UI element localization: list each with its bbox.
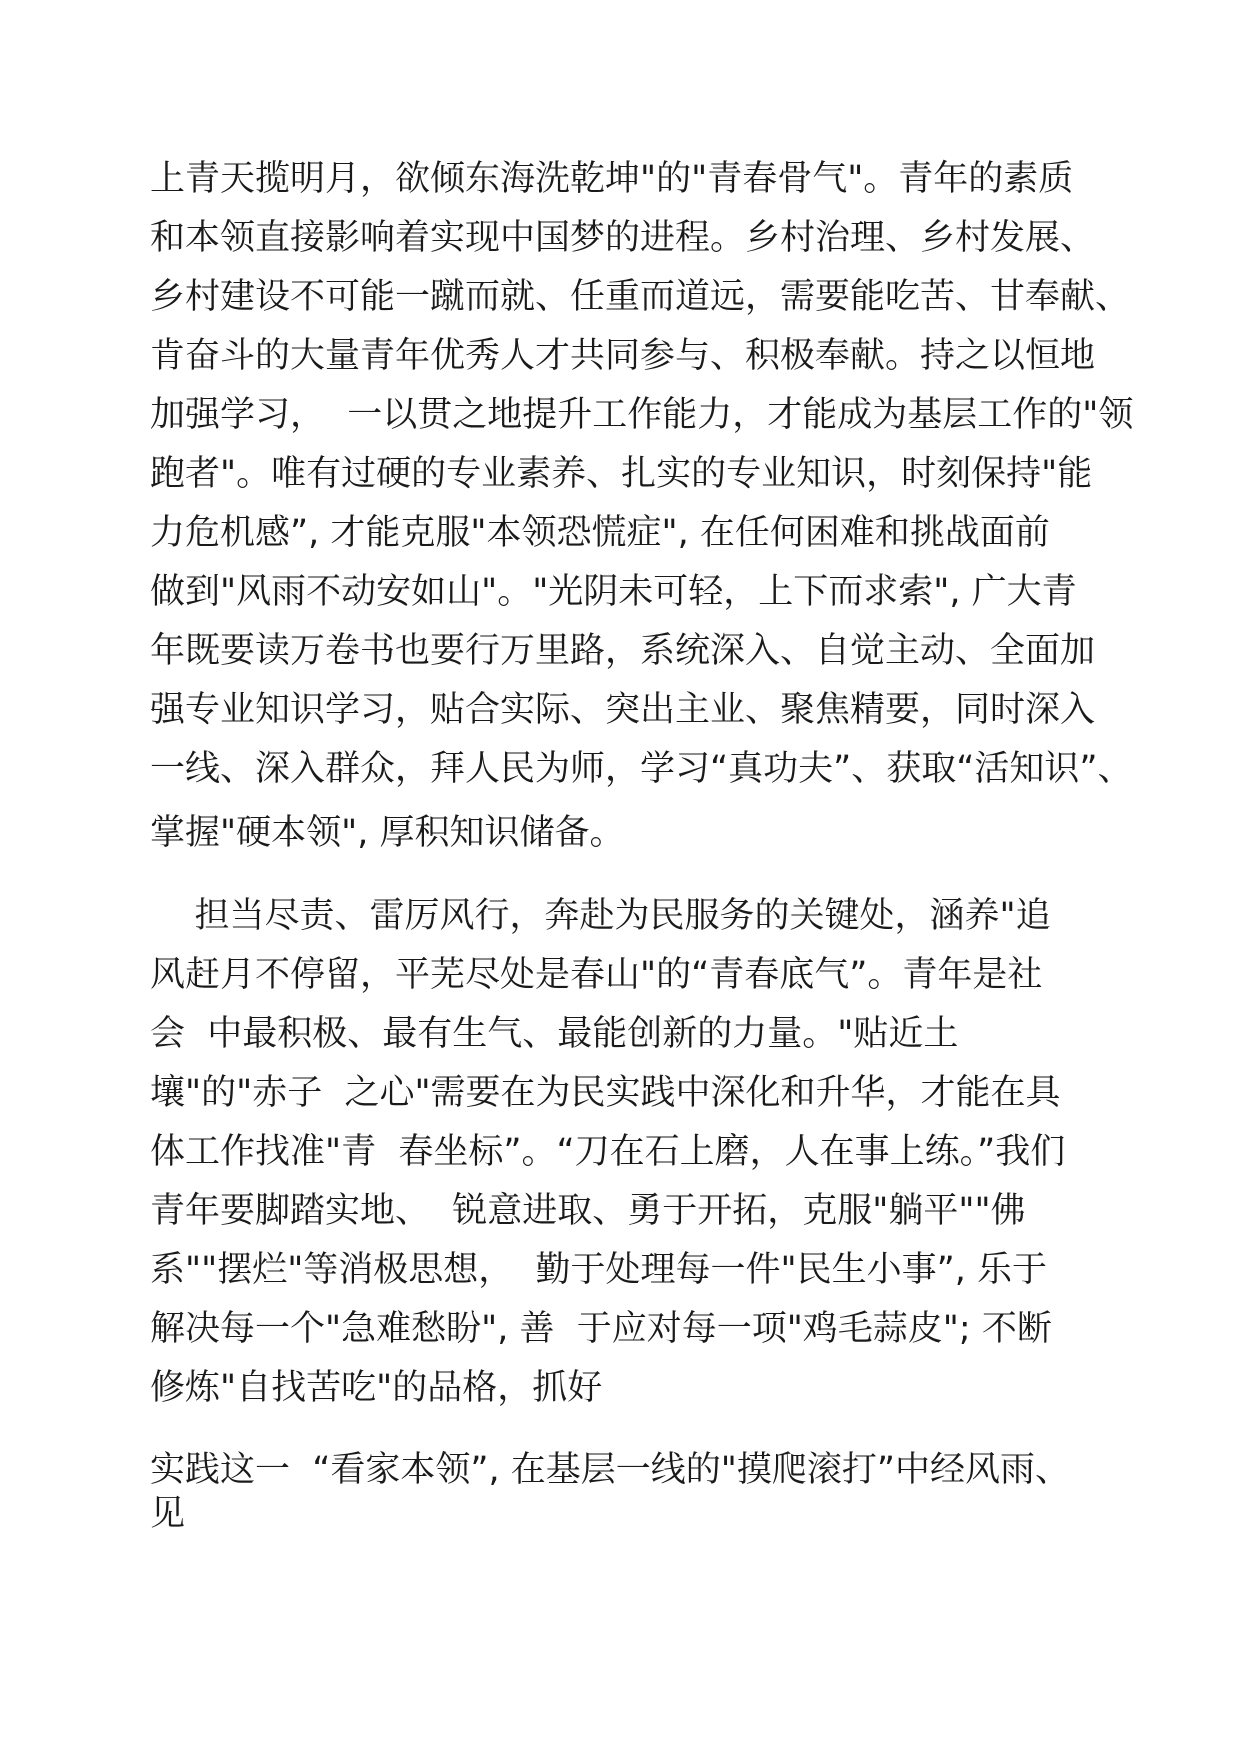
body-text-line: 一线、深入群众，拜人民为师，学习“真功夫”、获取“活知识”、 bbox=[150, 749, 1133, 789]
body-text-line: 乡村建设不可能一蹴而就、任重而道远，需要能吃苦、甘奉献、 bbox=[150, 277, 1131, 317]
body-text-line: 壤"的"赤子 之心"需要在为民实践中深化和升华，才能在具 bbox=[150, 1073, 1061, 1113]
body-text-line: 修炼"自找苦吃"的品格，抓好 bbox=[150, 1368, 603, 1408]
body-text-line: 青年要脚踏实地、 锐意进取、勇于开拓，克服"躺平""佛 bbox=[150, 1191, 1026, 1231]
body-text-line: 体工作找准"青 春坐标”。“刀在石上磨，人在事上练。”我们 bbox=[150, 1132, 1066, 1172]
body-text-line: 实践这一 “看家本领”, 在基层一线的"摸爬滚打”中经风雨、 bbox=[150, 1450, 1070, 1490]
body-text-line: 肯奋斗的大量青年优秀人才共同参与、积极奉献。持之以恒地 bbox=[150, 336, 1096, 376]
body-text-line: 风赶月不停留，平芜尽处是春山"的“青春底气”。青年是社 bbox=[150, 955, 1043, 995]
body-text-line: 系""摆烂"等消极思想， 勤于处理每一件"民生小事”, 乐于 bbox=[150, 1250, 1048, 1290]
body-text-line: 会 中最积极、最有生气、最能创新的力量。"贴近土 bbox=[150, 1014, 959, 1054]
body-text-line: 担当尽责、雷厉风行，奔赴为民服务的关键处，涵养"追 bbox=[150, 896, 1051, 936]
body-text-line: 强专业知识学习，贴合实际、突出主业、聚焦精要，同时深入 bbox=[150, 690, 1096, 730]
body-text-line: 上青天揽明月，欲倾东海洗乾坤"的"青春骨气"。青年的素质 bbox=[150, 159, 1074, 199]
body-text-line: 力危机感”, 才能克服"本领恐慌症", 在任何困难和挑战面前 bbox=[150, 513, 1050, 553]
body-text-line: 加强学习， 一以贯之地提升工作能力，才能成为基层工作的"领 bbox=[150, 395, 1134, 435]
body-text-line: 掌握"硬本领", 厚积知识储备。 bbox=[150, 813, 625, 853]
body-text-line: 做到"风雨不动安如山"。"光阴未可轻，上下而求索", 广大青 bbox=[150, 572, 1077, 612]
body-text-line: 和本领直接影响着实现中国梦的进程。乡村治理、乡村发展、 bbox=[150, 218, 1096, 258]
body-text-line: 解决每一个"急难愁盼", 善 于应对每一项"鸡毛蒜皮"; 不断 bbox=[150, 1309, 1052, 1349]
body-text-line: 跑者"。唯有过硬的专业素养、扎实的专业知识，时刻保持"能 bbox=[150, 454, 1093, 494]
body-text-line: 见 bbox=[150, 1494, 186, 1534]
body-text-line: 年既要读万卷书也要行万里路，系统深入、自觉主动、全面加 bbox=[150, 631, 1096, 671]
